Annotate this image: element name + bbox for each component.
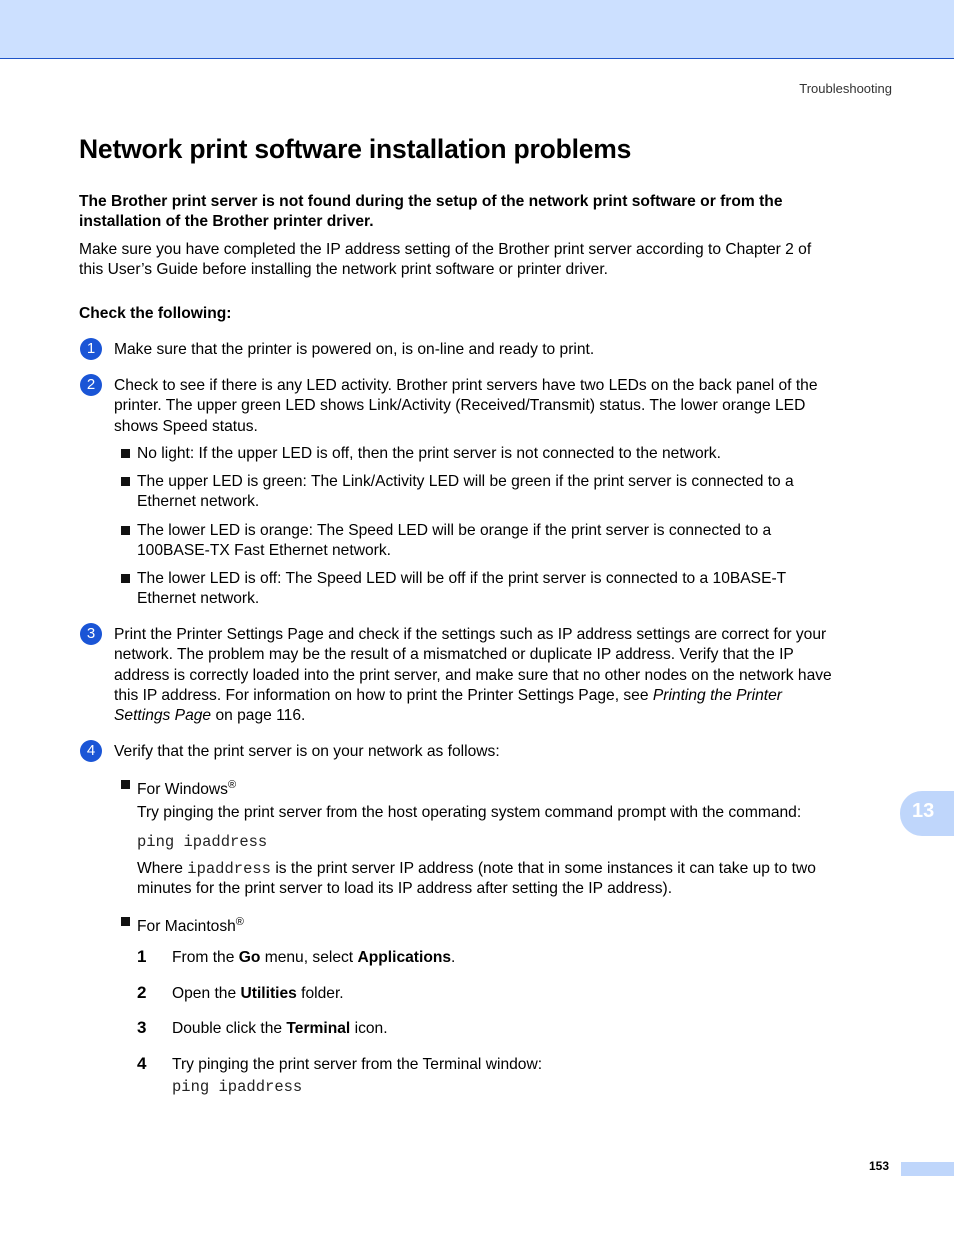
bullet-line: 100BASE-TX Fast Ethernet network. xyxy=(137,542,391,560)
bullet-square-icon xyxy=(121,526,130,535)
windows-label-text: For Windows xyxy=(137,781,228,799)
registered-mark: ® xyxy=(235,916,244,928)
substep-number: 4 xyxy=(137,1054,147,1073)
step-number-badge: 2 xyxy=(80,374,102,396)
substep-text-run: icon. xyxy=(350,1020,388,1037)
substep-text-run: Double click the xyxy=(172,1020,287,1037)
chapter-tab[interactable] xyxy=(900,791,954,836)
where-text-run: is the print server IP address (note that in some instances it can take up to two xyxy=(270,860,816,877)
step-line: printer. The upper green LED shows Link/Activity (Received/Transmit) status. The lower orange LED xyxy=(114,397,806,415)
top-header-band xyxy=(0,0,954,59)
page-number: 153 xyxy=(869,1159,890,1173)
menu-item-name: Applications xyxy=(357,949,452,966)
bullet-line: The upper LED is green: The Link/Activity LED will be green if the print server is connected to a xyxy=(137,473,794,490)
substep-text: Try pinging the print server from the Terminal window: xyxy=(172,1056,543,1073)
app-name: Terminal xyxy=(286,1020,351,1037)
step-number-badge: 1 xyxy=(80,338,102,360)
check-heading: Check the following: xyxy=(79,305,232,322)
bullet-line: Ethernet network. xyxy=(137,590,260,608)
ipaddress-code: ipaddress xyxy=(187,860,271,878)
subtitle-line: installation of the Brother printer driver. xyxy=(79,213,374,231)
where-line xyxy=(137,859,816,879)
step-line xyxy=(114,706,832,726)
subtitle-line: The Brother print server is not found during the setup of the network print software or from the xyxy=(79,193,783,210)
bullet-item xyxy=(137,472,794,513)
intro-paragraph xyxy=(79,240,811,281)
step-line xyxy=(114,686,832,706)
step-3-text xyxy=(114,625,832,726)
bullet-line: Ethernet network. xyxy=(137,493,260,511)
chapter-number: 13 xyxy=(912,800,935,822)
cross-reference-link[interactable]: Printing the Printer xyxy=(652,686,783,704)
cross-reference-link[interactable]: Settings Page xyxy=(114,707,212,725)
substep-text-run: From the xyxy=(172,949,239,966)
step-number-badge: 3 xyxy=(80,623,102,645)
page-title: Network print software installation problems xyxy=(79,134,632,164)
bullet-item: No light: If the upper LED is off, then the print server is not connected to the network. xyxy=(137,445,721,462)
section-subtitle xyxy=(79,192,783,233)
footer-bar xyxy=(901,1162,954,1176)
registered-mark: ® xyxy=(227,779,237,791)
substep-text-run: Open the xyxy=(172,985,241,1002)
step-1-text: Make sure that the printer is powered on, is on-line and ready to print. xyxy=(114,341,595,358)
substep-text xyxy=(172,948,455,968)
macintosh-label xyxy=(137,912,244,937)
substep-text xyxy=(172,1019,388,1039)
intro-line: this User’s Guide before installing the network print software or printer driver. xyxy=(79,261,608,279)
step-line: shows Speed status. xyxy=(114,417,258,435)
step-line: Check to see if there is any LED activity. Brother print servers have two LEDs on the back panel of the xyxy=(114,377,818,394)
step-text-run: this IP address. For information on how to print the Printer Settings Page, see xyxy=(114,686,653,704)
step-line: network. The problem may be the result of a mismatched or duplicate IP address. Verify that the IP xyxy=(114,646,794,664)
step-number-badge: 4 xyxy=(80,740,102,762)
substep-number: 1 xyxy=(137,947,147,966)
bullet-square-icon xyxy=(121,780,130,789)
substep-number: 2 xyxy=(137,983,147,1002)
macintosh-label-text: For Macintosh xyxy=(137,918,236,936)
substep-text-run: folder. xyxy=(296,985,344,1002)
where-line: minutes for the print server to load its IP address after setting the IP address). xyxy=(137,880,673,898)
bullet-item xyxy=(137,521,771,562)
bullet-square-icon xyxy=(121,449,130,458)
bullet-square-icon xyxy=(121,574,130,583)
running-header: Troubleshooting xyxy=(799,81,892,96)
windows-try-text: Try pinging the print server from the host operating system command prompt with the command: xyxy=(137,804,802,821)
ping-command: ping ipaddress xyxy=(172,1078,303,1096)
windows-label xyxy=(137,775,236,800)
intro-line: Make sure you have completed the IP address setting of the Brother print server according to Chapter 2 of xyxy=(79,241,812,258)
step-line: address is correctly loaded into the print server, and make sure that no other nodes on the network have xyxy=(114,666,832,684)
substep-number: 3 xyxy=(137,1018,147,1037)
folder-name: Utilities xyxy=(240,985,297,1002)
ping-command: ping ipaddress xyxy=(137,833,268,851)
menu-name: Go xyxy=(238,949,261,966)
step-4-text: Verify that the print server is on your network as follows: xyxy=(114,743,500,760)
where-text-run: Where xyxy=(137,860,188,877)
step-2-text xyxy=(114,376,818,437)
substep-text xyxy=(172,984,344,1004)
substep-text-run: . xyxy=(451,949,456,966)
step-line: Print the Printer Settings Page and check if the settings such as IP address settings are correct for your xyxy=(114,626,827,643)
bullet-square-icon xyxy=(121,917,130,926)
step-text-run: on page 116. xyxy=(211,707,306,725)
windows-where-text xyxy=(137,859,816,900)
substep-text-run: menu, select xyxy=(260,949,358,966)
bullet-line: The lower LED is orange: The Speed LED will be orange if the print server is connected to a xyxy=(137,522,772,539)
bullet-line: The lower LED is off: The Speed LED will be off if the print server is connected to a 10BASE-T xyxy=(137,570,787,587)
bullet-square-icon xyxy=(121,477,130,486)
bullet-item xyxy=(137,569,786,610)
